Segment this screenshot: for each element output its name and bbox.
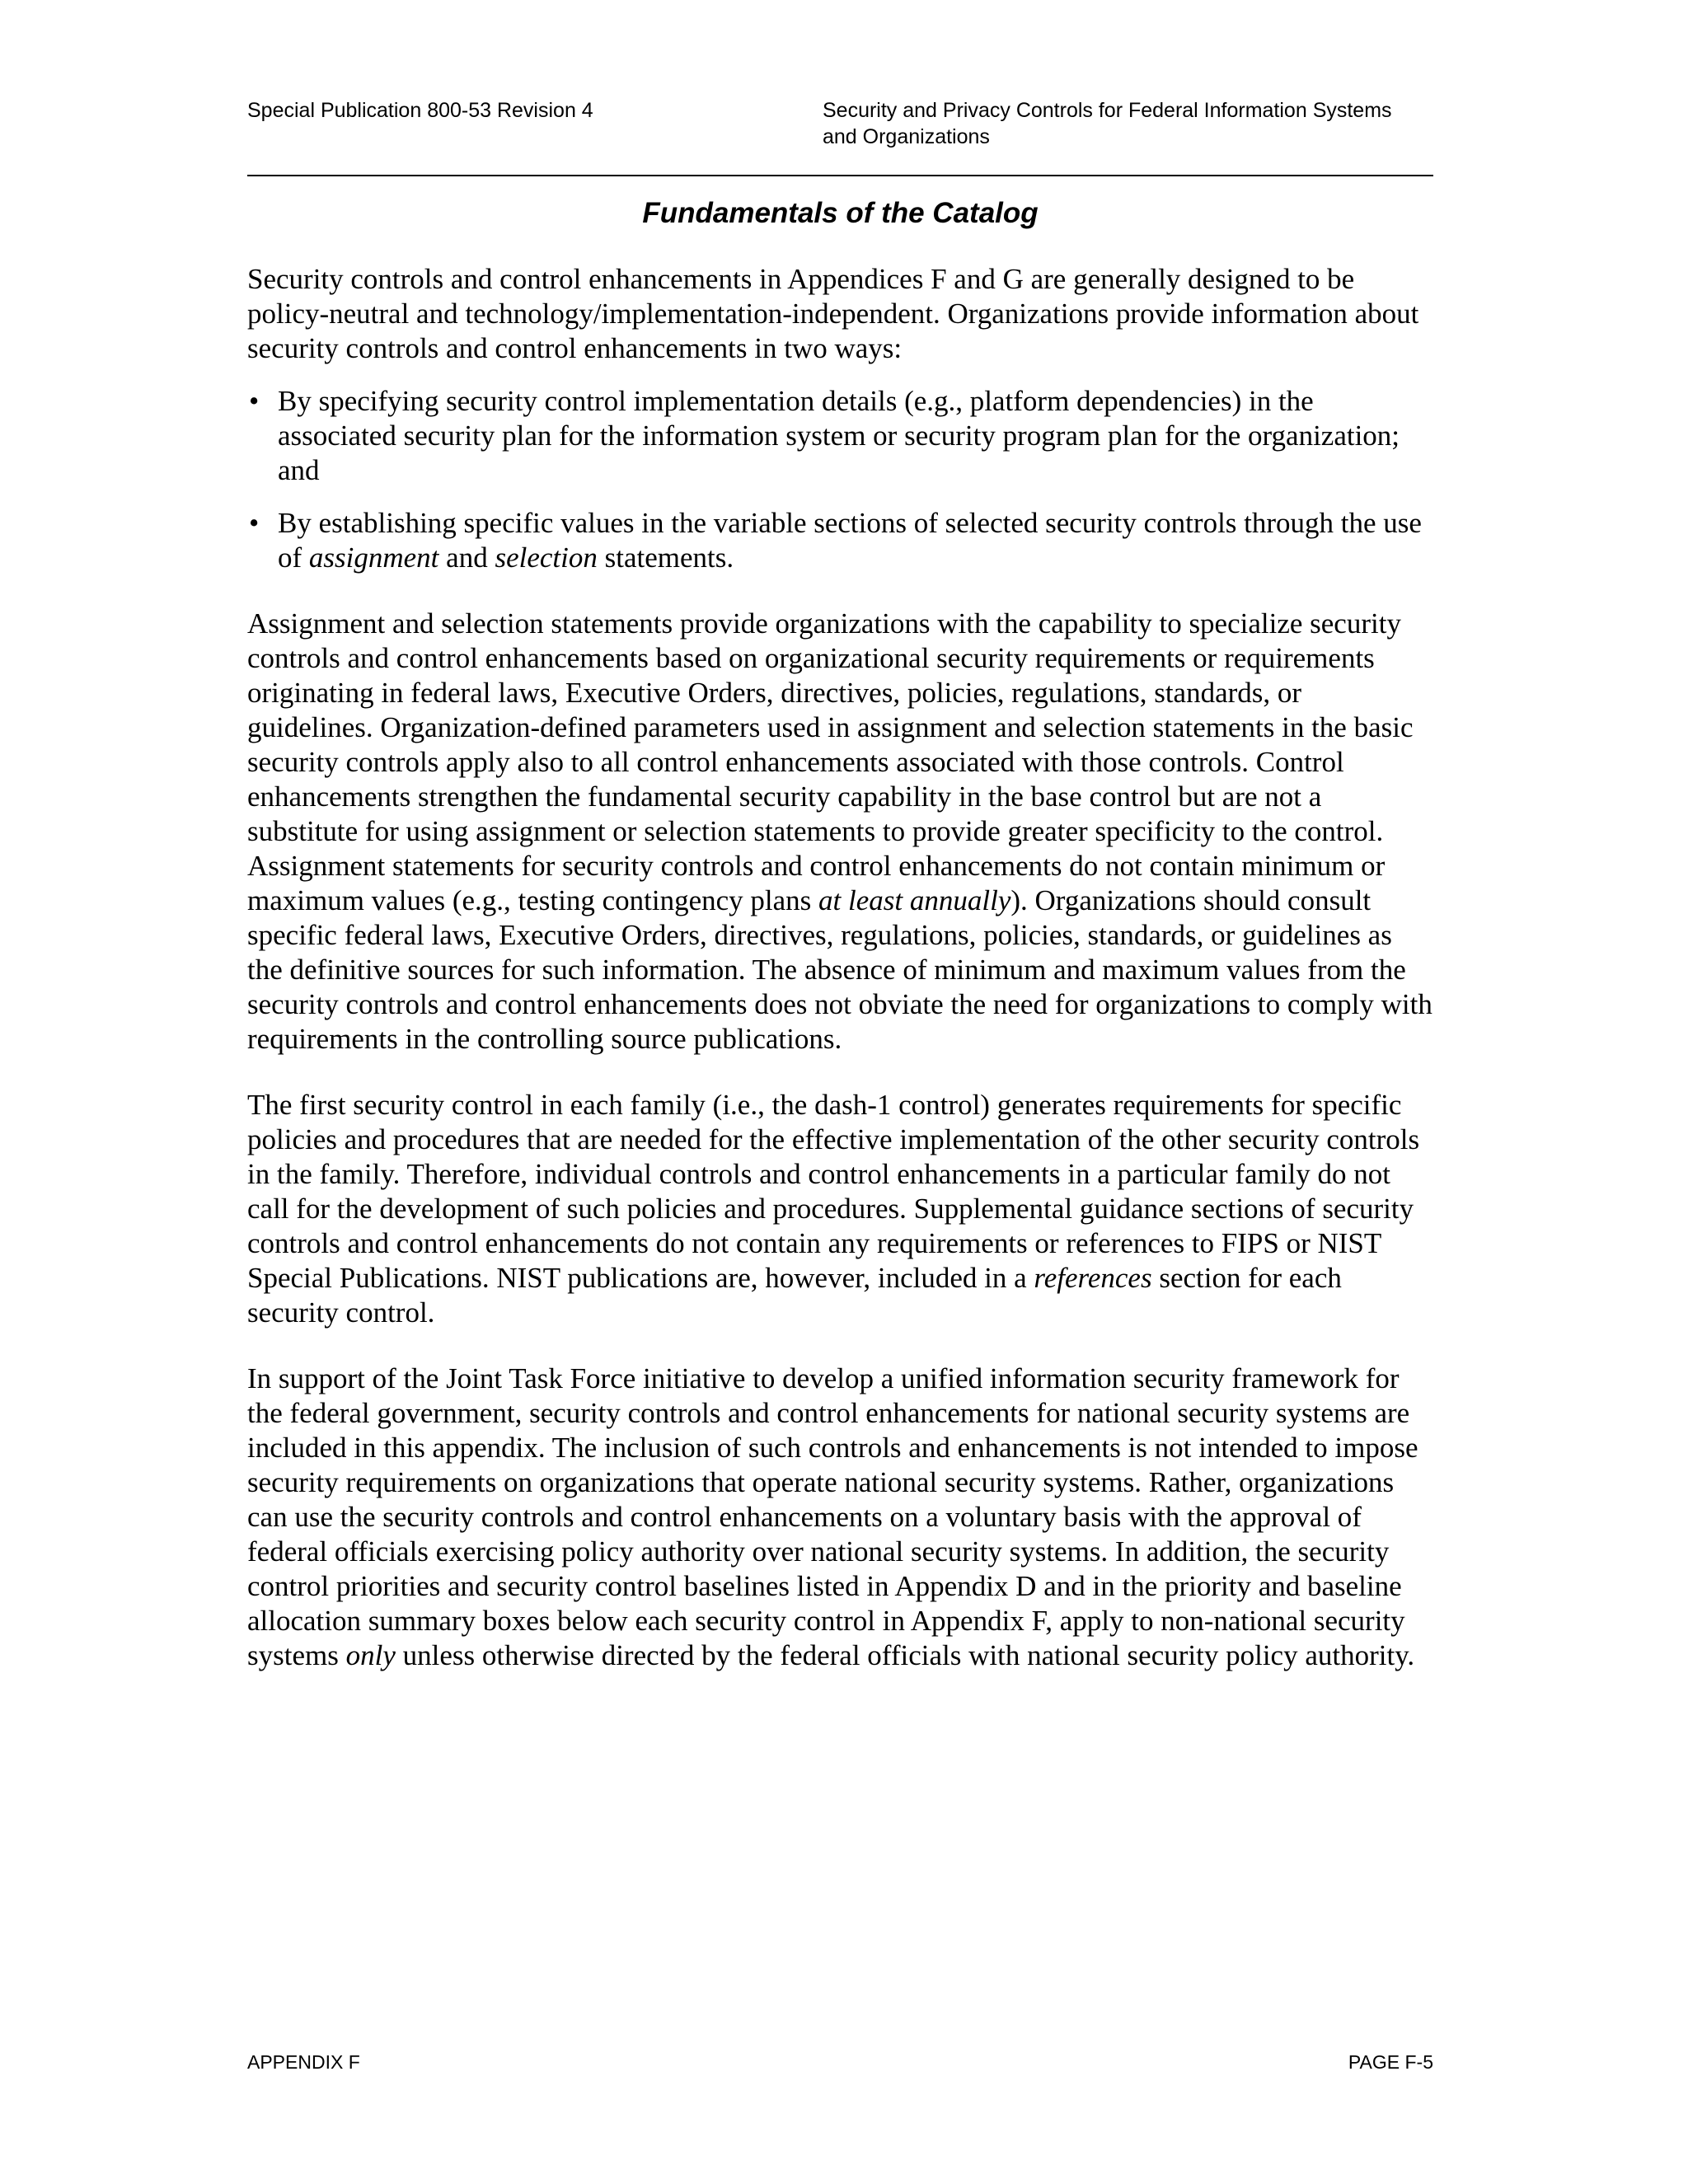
- bullet-list: [247, 384, 1433, 575]
- bullet-marker: •: [249, 507, 260, 539]
- footer-page-number: PAGE F-5: [1348, 2051, 1433, 2073]
- list-item: [247, 506, 1433, 575]
- bullet-2-emphasis-selection: selection: [495, 541, 598, 574]
- bullet-2-emphasis-assignment: assignment: [308, 541, 439, 574]
- footer-appendix-label: APPENDIX F: [247, 2051, 360, 2073]
- paragraph-joint-task-force: [247, 1361, 1433, 1673]
- paragraph-assignment-selection: [247, 607, 1433, 1057]
- header-document-title: [823, 97, 1449, 150]
- paragraph-4-emphasis: only: [345, 1639, 396, 1671]
- list-item: [247, 384, 1433, 488]
- paragraph-3-emphasis: references: [1034, 1262, 1152, 1294]
- bullet-marker: •: [249, 385, 260, 417]
- header-title-line1: Security and Privacy Controls for Federal Information Systems: [823, 99, 1392, 122]
- paragraph-2-text-start: Assignment and selection statements provide organizations with the capability to specialize security controls and control enhancements based on organizational security requirements or requirements originating in federal laws, Executive Orders, directives, policies, regulations, standards, or guidelines. Organization-defined parameters used in assignment and selection statements in the basic security controls apply also to all control enhancements associated with those controls. Control enhancements strengthen the fundamental security capability in the base control but are not a substitute for using assignment or selection statements to provide greater specificity to the control. Assignment statements for security controls and control enhancements do not contain minimum or maximum values (e.g., testing contingency plans: [247, 607, 1414, 916]
- paragraph-2-text-end: ). Organizations should consult specific federal laws, Executive Orders, directives, regulations, policies, standards, or guidelines as the definitive sources for such information. The absence of minimum and maximum values from the security controls and control enhancements does not obviate the need for organizations to comply with requirements in the controlling source publications.: [247, 884, 1432, 1055]
- intro-paragraph: Security controls and control enhancements in Appendices F and G are generally designed to be policy-neutral and technology/implementation-independent. Organizations provide information about security controls and control enhancements in two ways:: [247, 263, 1419, 364]
- header-publication-id: Special Publication 800-53 Revision 4: [247, 99, 593, 122]
- bullet-2-text-end: statements.: [597, 541, 734, 574]
- paragraph-4-text-end: unless otherwise directed by the federal officials with national security policy authority.: [395, 1639, 1415, 1671]
- section-title: Fundamentals of the Catalog: [642, 197, 1039, 229]
- paragraph-3-text-start: The first security control in each family (i.e., the dash-1 control) generates requirements for specific policies and procedures that are needed for the effective implementation of the other security controls in the family. Therefore, individual controls and control enhancements in a particular family do not call for the development of such policies and procedures. Supplemental guidance sections of security controls and control enhancements do not contain any requirements or references to FIPS or NIST Special Publications. NIST publications are, however, included in a: [247, 1089, 1420, 1294]
- paragraph-dash-1-control: [247, 1088, 1433, 1330]
- bullet-text-1: By specifying security control implementation details (e.g., platform dependencies) in the associated security plan for the information system or security program plan for the organization; and: [278, 385, 1400, 486]
- bullet-2-text-start: By establishing specific values in the variable sections of selected security controls through the use of: [278, 507, 1422, 574]
- paragraph-3-text-end: section for each security control.: [247, 1262, 1342, 1329]
- paragraph-4-text-start: In support of the Joint Task Force initiative to develop a unified information security framework for the federal government, security controls and control enhancements for national security systems are included in this appendix. The inclusion of such controls and enhancements is not intended to impose security requirements on organizations that operate national security systems. Rather, organizations can use the security controls and control enhancements on a voluntary basis with the approval of federal officials exercising policy authority over national security systems. In addition, the security control priorities and security control baselines listed in Appendix D and in the priority and baseline allocation summary boxes below each security control in Appendix F, apply to non-national security systems: [247, 1362, 1418, 1671]
- body-text: [247, 262, 1433, 1673]
- bullet-text-2: [278, 507, 1422, 574]
- bullet-2-text-middle: and: [438, 541, 495, 574]
- paragraph-2-emphasis: at least annually: [818, 884, 1011, 916]
- header-divider: [247, 175, 1433, 176]
- header-title-line2: and Organizations: [823, 125, 990, 148]
